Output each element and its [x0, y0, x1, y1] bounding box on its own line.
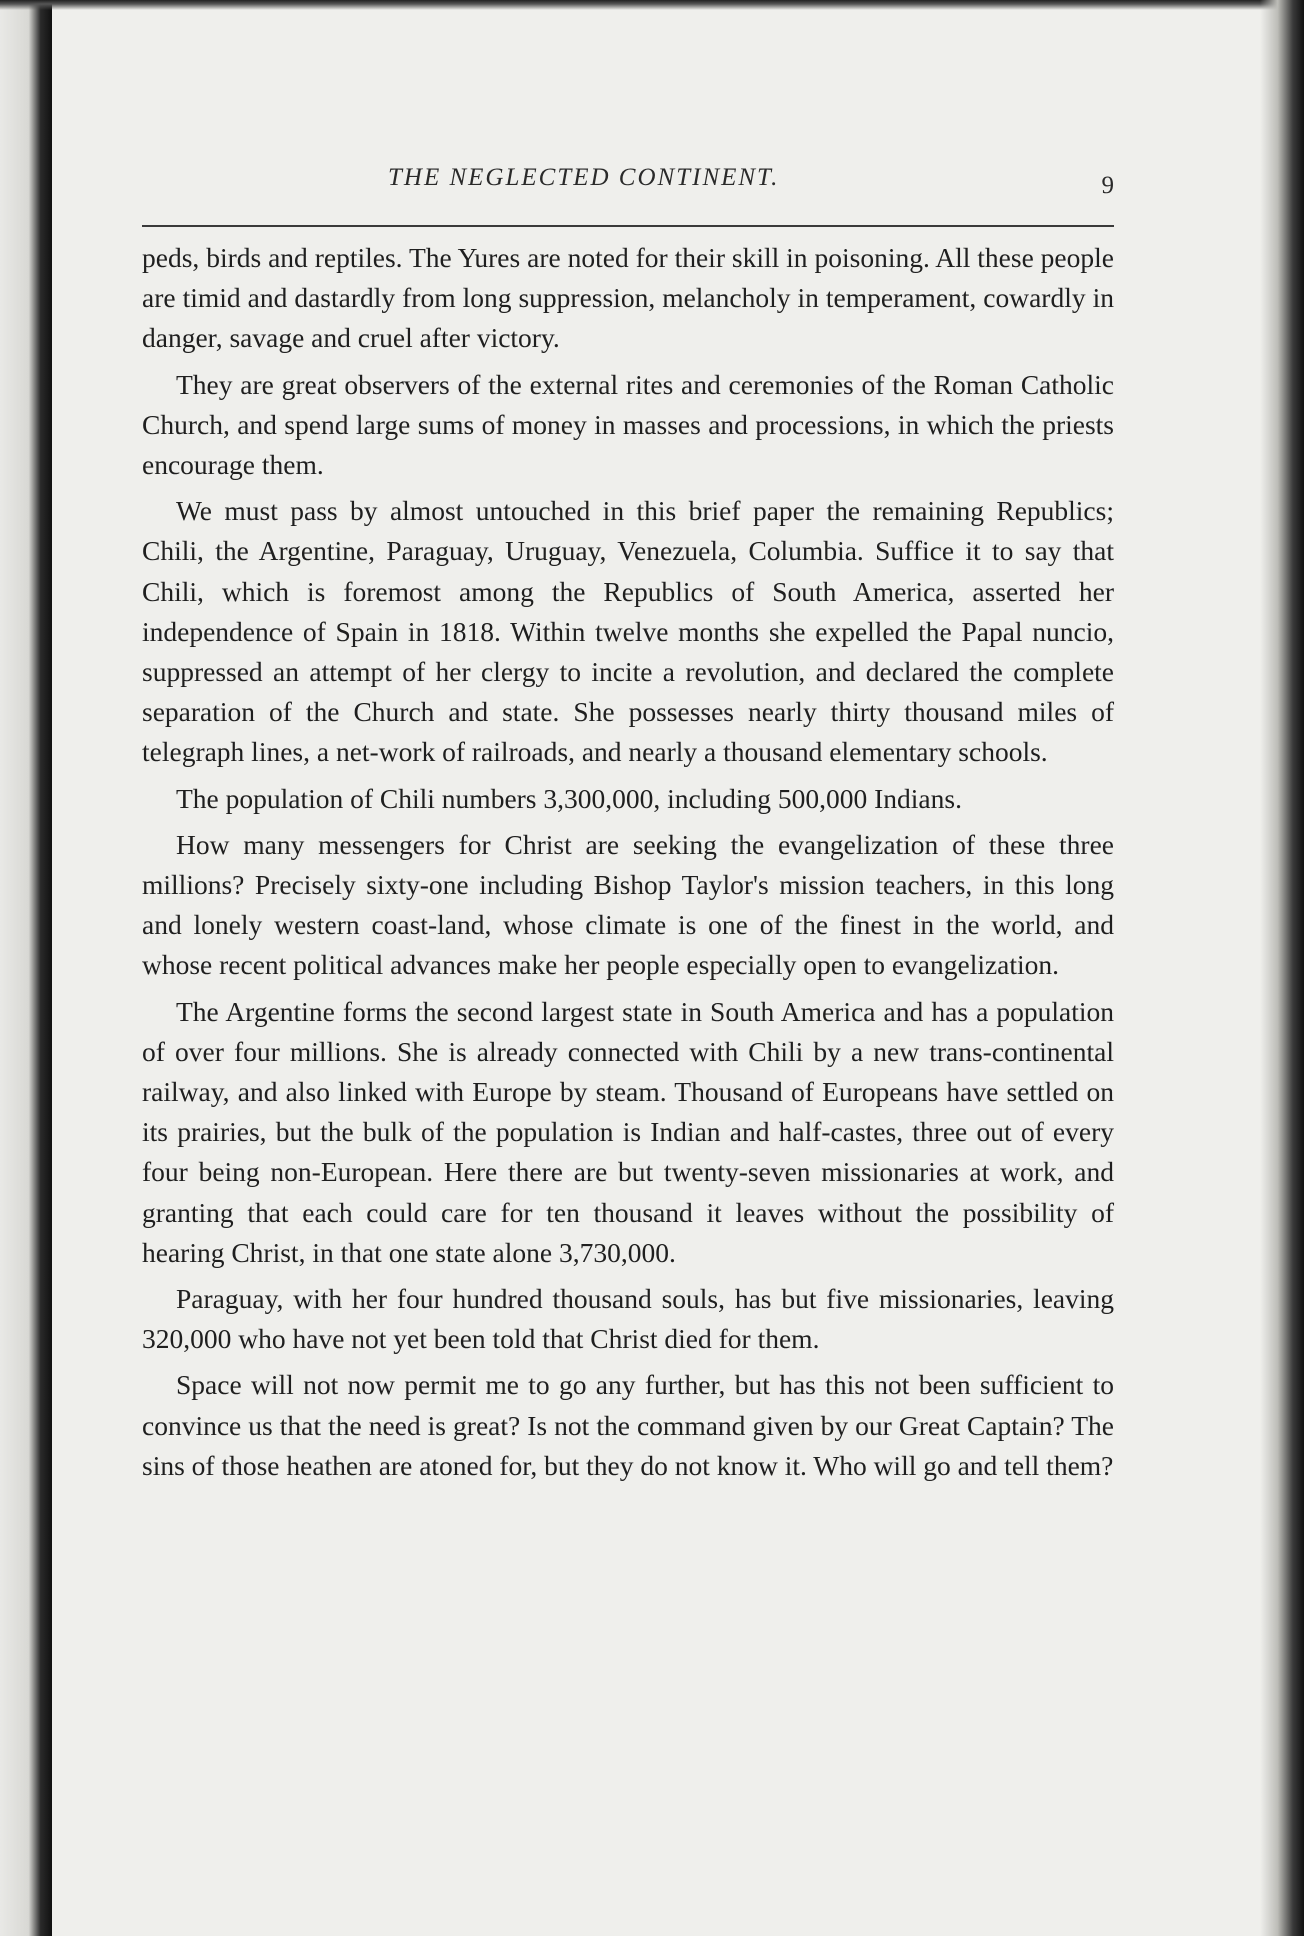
page-content	[142, 150, 1114, 1481]
page-header	[142, 150, 1114, 199]
paragraph: The population of Chili numbers 3,300,000, including 500,000 Indians.	[176, 782, 962, 814]
paragraph: peds, birds and reptiles. The Yures are noted for their skill in poisoning. All these people are timid and dastardly from long suppression, melancholy in temperament, cowardly in danger, savage and cruel after victory.	[142, 242, 1114, 354]
running-head: THE NEGLECTED CONTINENT.	[388, 164, 780, 191]
paragraph: The Argentine forms the second largest state in South America and has a population of over four millions. She is already connected with Chili by a new trans-continental railway, and also linked with Europe by steam. Thousand of Europeans have settled on its prairies, but the bulk of the population is Indian and half-castes, three out of every four being non-European. Here there are but twenty-seven missionaries at work, and granting that each could care for ten thousand it leaves without the possibility of hearing Christ, in that one state alone 3,730,000.	[142, 995, 1114, 1268]
page-number: 9	[1101, 172, 1114, 199]
binding-shadow	[0, 0, 52, 1936]
paragraph: Paraguay, with her four hundred thousand souls, has but five missionaries, leaving 320,000 who have not yet been told that Christ died for them.	[142, 1283, 1114, 1355]
paragraph: How many messengers for Christ are seeking the evangelization of these three millions? Precisely sixty-one including Bishop Taylor's mission teachers, in this long and lonely western coast-land, whose climate is one of the finest in the world, and whose recent political advances make her people especially open to evangelization.	[142, 828, 1114, 981]
body-text	[142, 238, 1114, 1492]
header-rule	[142, 225, 1114, 227]
paragraph: Space will not now permit me to go any further, but has this not been sufficient to convince us that the need is great? Is not the command given by our Great Captain? The sins of those heathen are atoned for, but they do not know it. Who will go and tell them?	[142, 1369, 1114, 1481]
page-edge-shadow	[1260, 0, 1304, 1936]
paragraph: We must pass by almost untouched in this brief paper the remaining Republics; Chili, the Argentine, Paraguay, Uruguay, Venezuela, Columbia. Suffice it to say that Chili, which is foremost among the Republics of South America, asserted her independence of Spain in 1818. Within twelve months she expelled the Papal nuncio, suppressed an attempt of her clergy to incite a revolution, and declared the complete separation of the Church and state. She possesses nearly thirty thousand miles of telegraph lines, a net-work of railroads, and nearly a thousand elementary schools.	[142, 495, 1114, 768]
top-edge-shadow	[0, 0, 1304, 10]
paragraph: They are great observers of the external rites and ceremonies of the Roman Catholic Church, and spend large sums of money in masses and processions, in which the priests encourage them.	[142, 368, 1114, 481]
